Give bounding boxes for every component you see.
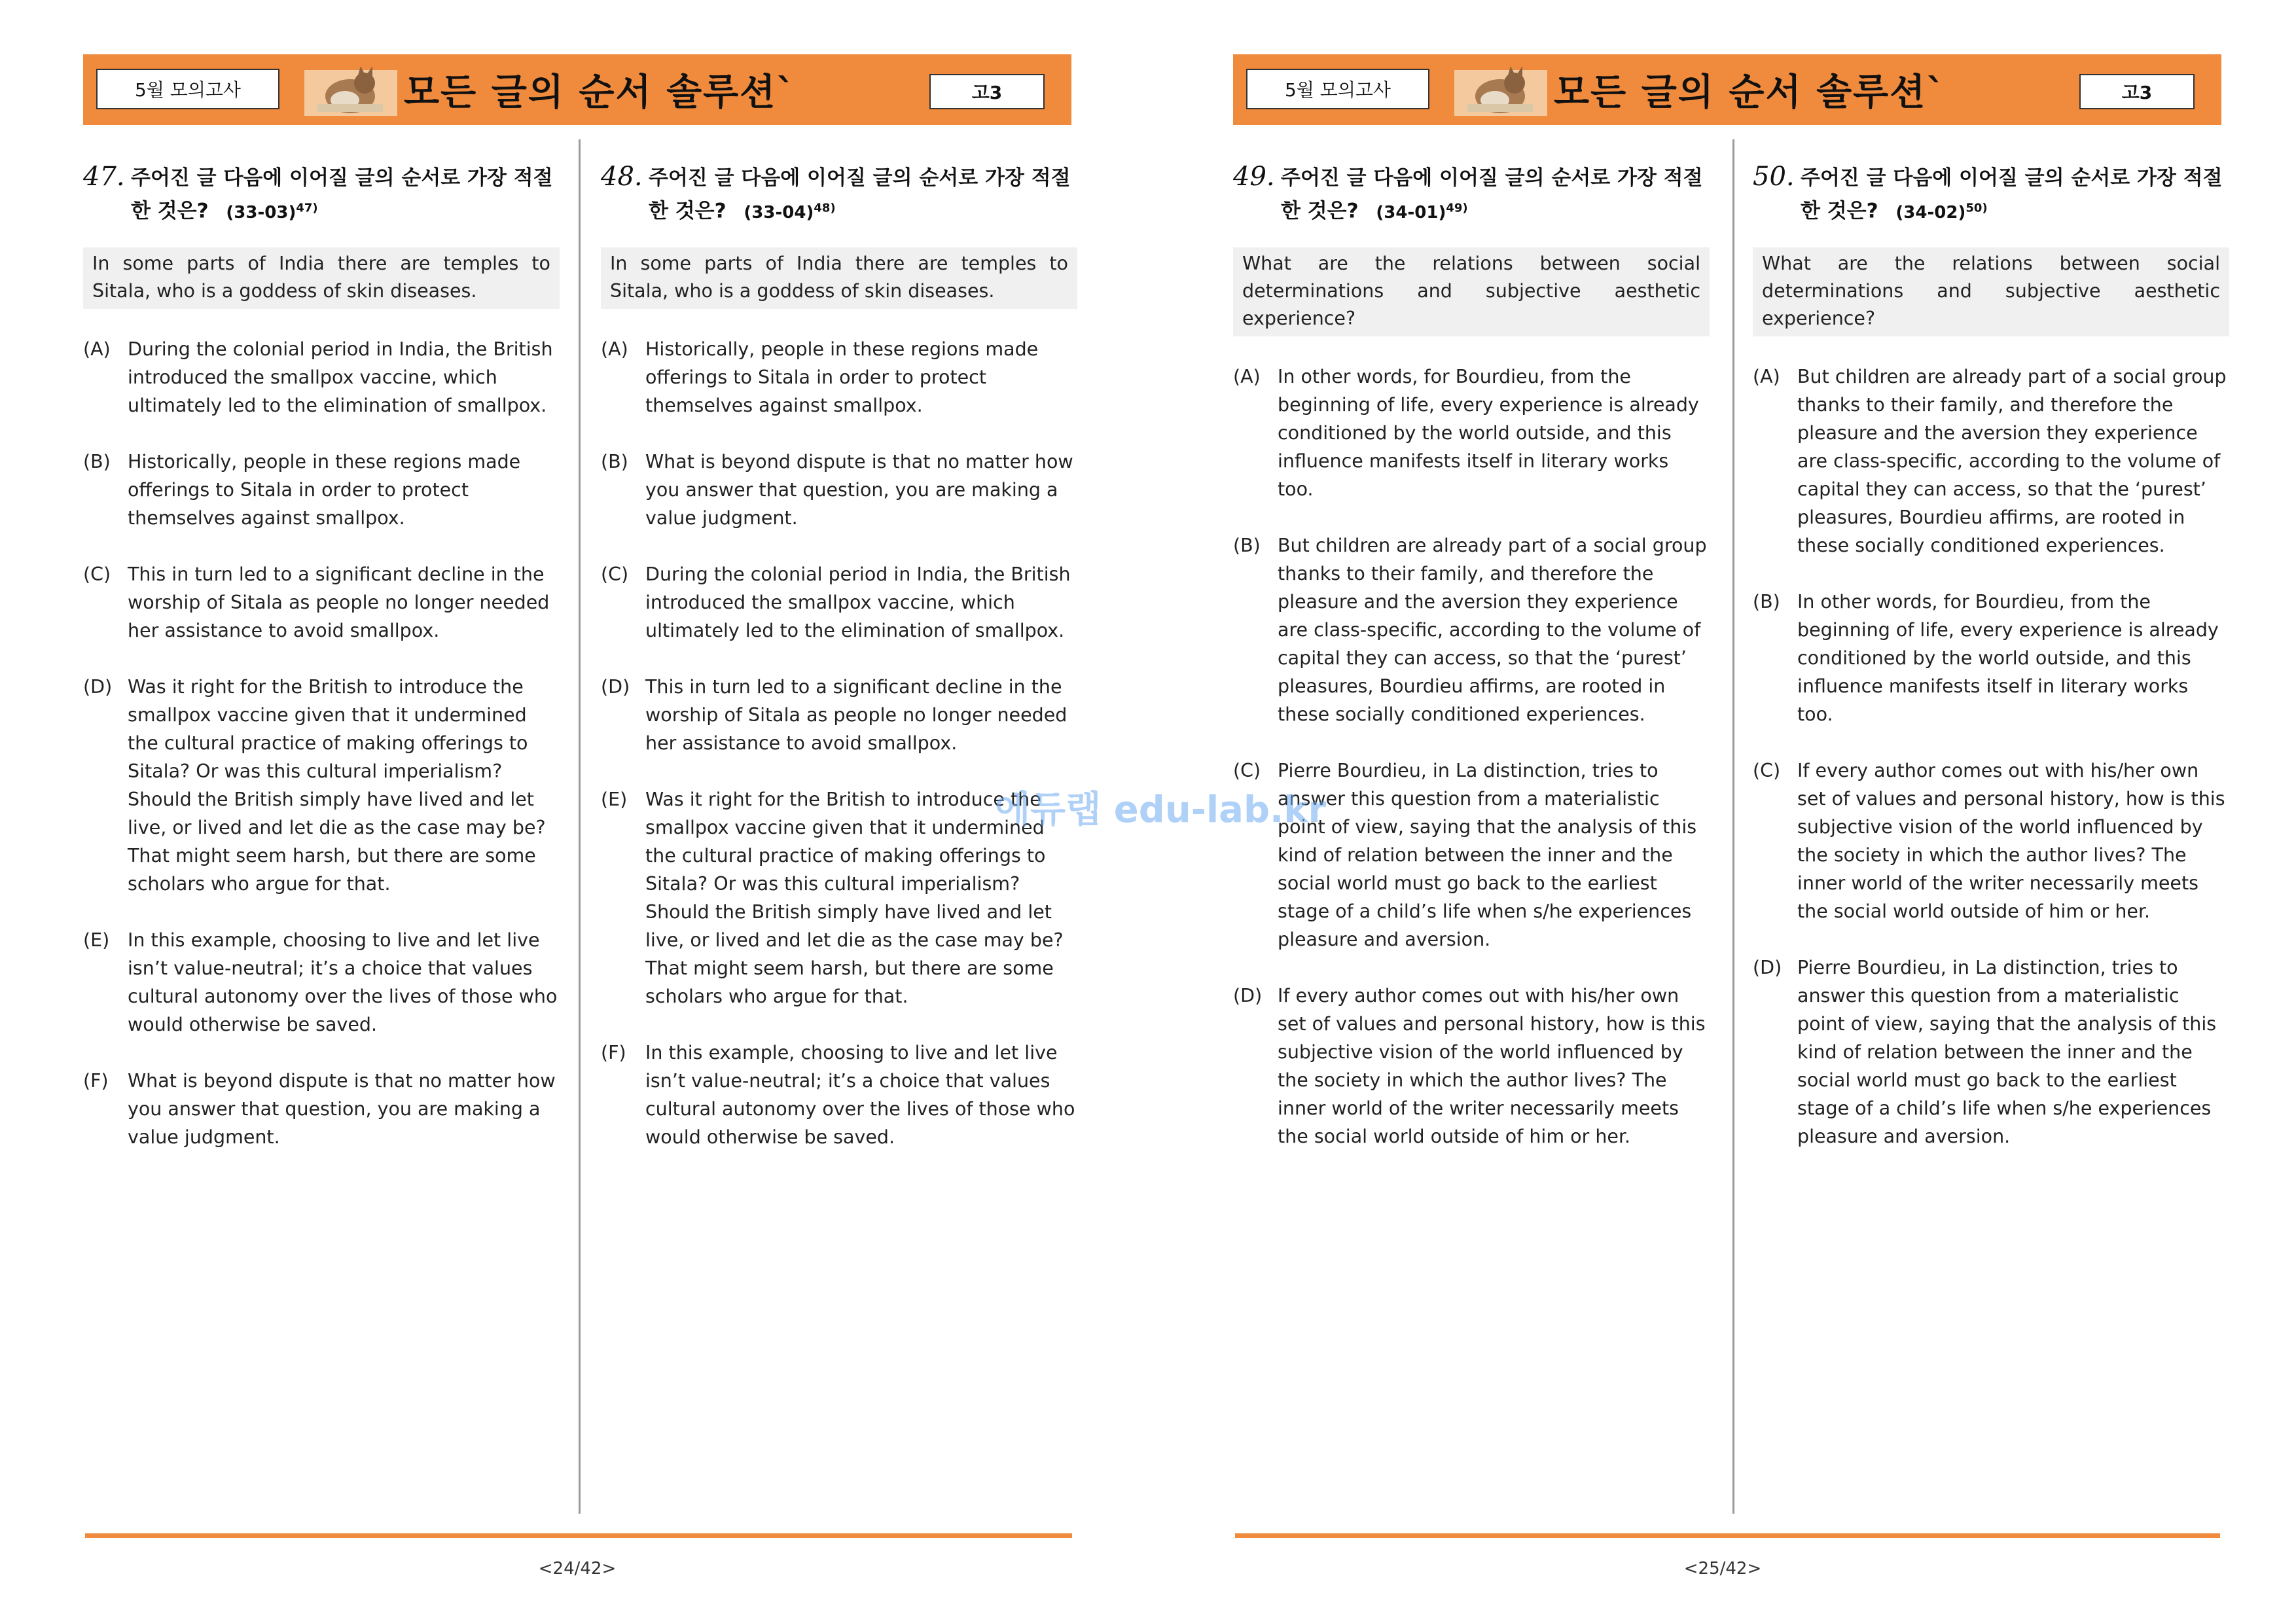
page-header — [1233, 54, 2221, 125]
cat-logo-icon — [304, 63, 397, 116]
question-header — [83, 164, 560, 228]
option-c: (C) During the colonial period in India, the British introduced the smallpox vaccine, which ultimately led to the elimination of smallpox. — [601, 563, 1071, 641]
option-c: (C) If every author comes out with his/her own set of values and personal history, how is this subjective vision of the world influenced by the society in which the author lives? The inner world of the writer necessarily meets the social world outside of him or her. — [1753, 759, 2225, 922]
column-divider — [1732, 139, 1734, 1514]
option-d: (D) This in turn led to a significant decline in the worship of Sitala as people no longer needed her assistance to avoid smallpox. — [601, 675, 1067, 754]
option-b: (B) But children are already part of a social group thanks to their family, and therefore the pleasure and the aversion they experience are class-specific, according to the volume of capital they can access, so that the ‘purest’ pleasures, Bourdieu affirms, are rooted in these socially conditioned experiences. — [1233, 534, 1707, 725]
option-a: (A) During the colonial period in India, the British introduced the smallpox vaccine, which ultimately led to the elimination of smallpox. — [83, 338, 553, 416]
question-header — [601, 164, 1077, 228]
options-list — [83, 335, 560, 1151]
options-list — [1753, 363, 2229, 1150]
question-50 — [1753, 164, 2229, 1179]
question-code: $(33-03)^{47)}$ — [226, 201, 318, 223]
question-prompt: 주어진 글 다음에 이어질 글의 순서로 가장 적절한 것은? — [649, 166, 1071, 223]
watermark: 에듀랩 edu-lab.kr — [995, 789, 1327, 831]
exam-label: 5월 모의고사 — [1246, 69, 1429, 109]
cat-logo-icon — [1454, 63, 1547, 116]
option-d: (D) Pierre Bourdieu, in La distinction, tries to answer this question from a materialistic point of view, saying that the analysis of this kind of relation between the inner and the social world must go back to the earliest stage of a child’s life when s/he experiences pleasure and aversion. — [1753, 956, 2217, 1147]
grade-label: 고3 — [929, 74, 1045, 109]
question-number: 47. — [83, 162, 125, 192]
option-f: (F) What is beyond dispute is that no matter how you answer that question, you are making a value judgment. — [83, 1069, 556, 1148]
option-d: (D) Was it right for the British to introduce the smallpox vaccine given that it undermined the cultural practice of making offerings to Sitala? Or was this cultural imperialism? Should the British simply have lived and let live, or lived and let die as the case may be? That might seem harsh, but there are some scholars who argue for that. — [83, 675, 546, 895]
question-49 — [1233, 164, 1710, 1179]
question-number: 48. — [601, 162, 643, 192]
question-prompt: 주어진 글 다음에 이어질 글의 순서로 가장 적절한 것은? — [1281, 166, 1703, 223]
footer-line — [1235, 1533, 2220, 1538]
given-passage: What are the relations between social determinations and subjective aesthetic experience? — [1233, 247, 1710, 336]
option-b: (B) Historically, people in these regions made offerings to Sitala in order to protect themselves against smallpox. — [83, 450, 521, 529]
option-a: (A) But children are already part of a social group thanks to their family, and therefore the pleasure and the aversion they experience are class-specific, according to the volume of capital they can access, so that the ‘purest’ pleasures, Bourdieu affirms, are rooted in these socially conditioned experiences. — [1753, 365, 2227, 556]
header-title-area — [304, 63, 880, 116]
header-title: 모든 글의 순서 솔루션` — [1554, 71, 1946, 114]
given-passage: What are the relations between social determinations and subjective aesthetic experience? — [1753, 247, 2229, 336]
options-list — [601, 335, 1077, 1151]
option-a: (A) In other words, for Bourdieu, from the beginning of life, every experience is already conditioned by the world outside, and this influence manifests itself in literary works too. — [1233, 365, 1699, 500]
question-code: $(34-02)^{50)}$ — [1895, 201, 1988, 223]
question-number: 50. — [1753, 162, 1795, 192]
given-passage: In some parts of India there are temples to Sitala, who is a goddess of skin diseases. — [601, 247, 1077, 309]
option-a: (A) Historically, people in these regions made offerings to Sitala in order to protect themselves against smallpox. — [601, 338, 1039, 416]
question-code: $(33-04)^{48)}$ — [744, 201, 836, 223]
option-d: (D) If every author comes out with his/her own set of values and personal history, how is this subjective vision of the world influenced by the society in which the author lives? The inner world of the writer necessarily meets the social world outside of him or her. — [1233, 984, 1706, 1147]
footer-line — [85, 1533, 1072, 1538]
question-header — [1233, 164, 1710, 228]
header-title: 모든 글의 순서 솔루션` — [404, 71, 797, 114]
option-b: (B) In other words, for Bourdieu, from the beginning of life, every experience is already conditioned by the world outside, and this influence manifests itself in literary works too. — [1753, 590, 2219, 725]
page-number: <25/42> — [1683, 1559, 1762, 1578]
page-header — [83, 54, 1071, 125]
header-title-area — [1454, 63, 2030, 116]
question-prompt: 주어진 글 다음에 이어질 글의 순서로 가장 적절한 것은? — [1801, 166, 2223, 223]
grade-label: 고3 — [2079, 74, 2195, 109]
column-divider — [579, 139, 581, 1514]
option-b: (B) What is beyond dispute is that no matter how you answer that question, you are making a value judgment. — [601, 450, 1073, 529]
option-e: (E) In this example, choosing to live and let live isn’t value-neutral; it’s a choice that values cultural autonomy over the lives of those who would otherwise be saved. — [83, 929, 558, 1035]
exam-label: 5월 모의고사 — [96, 69, 279, 109]
question-code: $(34-01)^{49)}$ — [1376, 201, 1468, 223]
question-48 — [601, 164, 1077, 1179]
option-e: (E) Was it right for the British to introduce the smallpox vaccine given that it undermined the cultural practice of making offerings to Sitala? Or was this cultural imperialism? Should the British simply have lived and let live, or lived and let die as the case may be? That might seem harsh, but there are some scholars who argue for that. — [601, 788, 1064, 1007]
given-passage: In some parts of India there are temples to Sitala, who is a goddess of skin diseases. — [83, 247, 560, 309]
options-list — [1233, 363, 1710, 1150]
question-47 — [83, 164, 560, 1179]
option-f: (F) In this example, choosing to live and let live isn’t value-neutral; it’s a choice that values cultural autonomy over the lives of those who would otherwise be saved. — [601, 1041, 1075, 1148]
question-number: 49. — [1233, 162, 1275, 192]
question-header — [1753, 164, 2229, 228]
option-c: (C) Pierre Bourdieu, in La distinction, tries to answer this question from a materialistic point of view, saying that the analysis of this kind of relation between the inner and the social world must go back to the earliest stage of a child’s life when s/he experiences pleasure and aversion. — [1233, 759, 1697, 950]
page-number: <24/42> — [538, 1559, 617, 1578]
option-c: (C) This in turn led to a significant decline in the worship of Sitala as people no longer needed her assistance to avoid smallpox. — [83, 563, 550, 641]
question-prompt: 주어진 글 다음에 이어질 글의 순서로 가장 적절한 것은? — [131, 166, 553, 223]
